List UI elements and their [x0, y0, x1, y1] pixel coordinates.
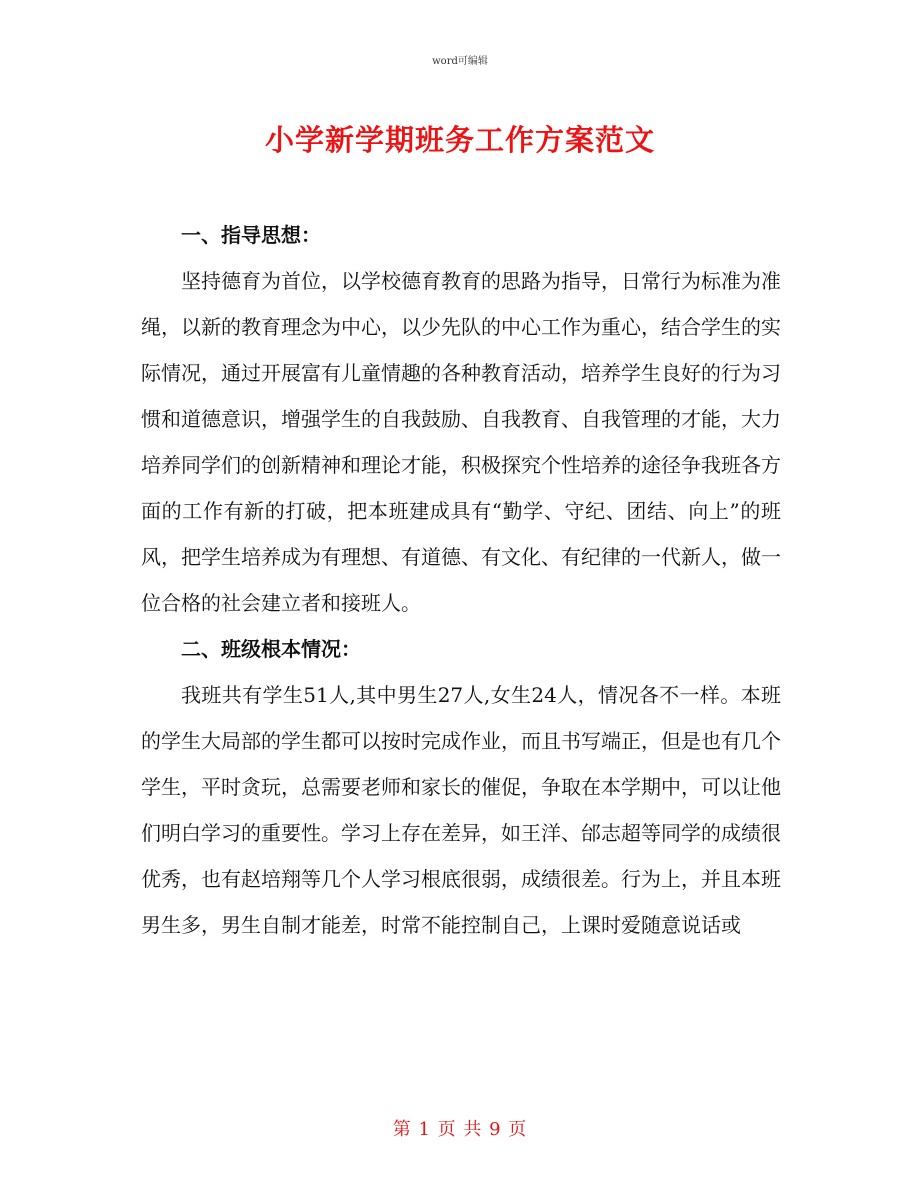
document-title: 小学新学期班务工作方案范文 — [264, 123, 655, 157]
section-heading-guiding-thought: 一、指导思想： — [181, 223, 321, 247]
header-note: word可编辑 — [432, 56, 488, 67]
document-body — [141, 212, 781, 948]
section-paragraph-class-situation: 我班共有学生51人,其中男生27人,女生24人，情况各不一样。本班的学生大局部的学生都可以按时完成作业，而且书写端正，但是也有几个学生，平时贪玩，总需要老师和家长的催促，争取在本学期中，可以让他们明白学习的重要性。学习上存在差异，如王洋、邰志超等同学的成绩很优秀，也有赵培翔等几个人学习根底很弱，成绩很差。行为上，并且本班男生多，男生自制才能差，时常不能控制自己，上课时爱随意说话或 — [141, 683, 781, 937]
section-heading-class-situation: 二、班级根本情况： — [181, 637, 361, 661]
page-number-footer: 第 1 页 共 9 页 — [392, 1119, 528, 1140]
section-paragraph-guiding-thought: 坚持德育为首位，以学校德育教育的思路为指导，日常行为标准为准绳，以新的教育理念为中心，以少先队的中心工作为重心，结合学生的实际情况，通过开展富有儿童情趣的各种教育活动，培养学生良好的行为习惯和道德意识，增强学生的自我鼓励、自我教育、自我管理的才能，大力培养同学们的创新精神和理论才能，积极探究个性培养的途径争我班各方面的工作有新的打破，把本班建成具有“勤学、守纪、团结、向上”的班风，把学生培养成为有理想、有道德、有文化、有纪律的一代新人，做一位合格的社会建立者和接班人。 — [141, 269, 781, 615]
